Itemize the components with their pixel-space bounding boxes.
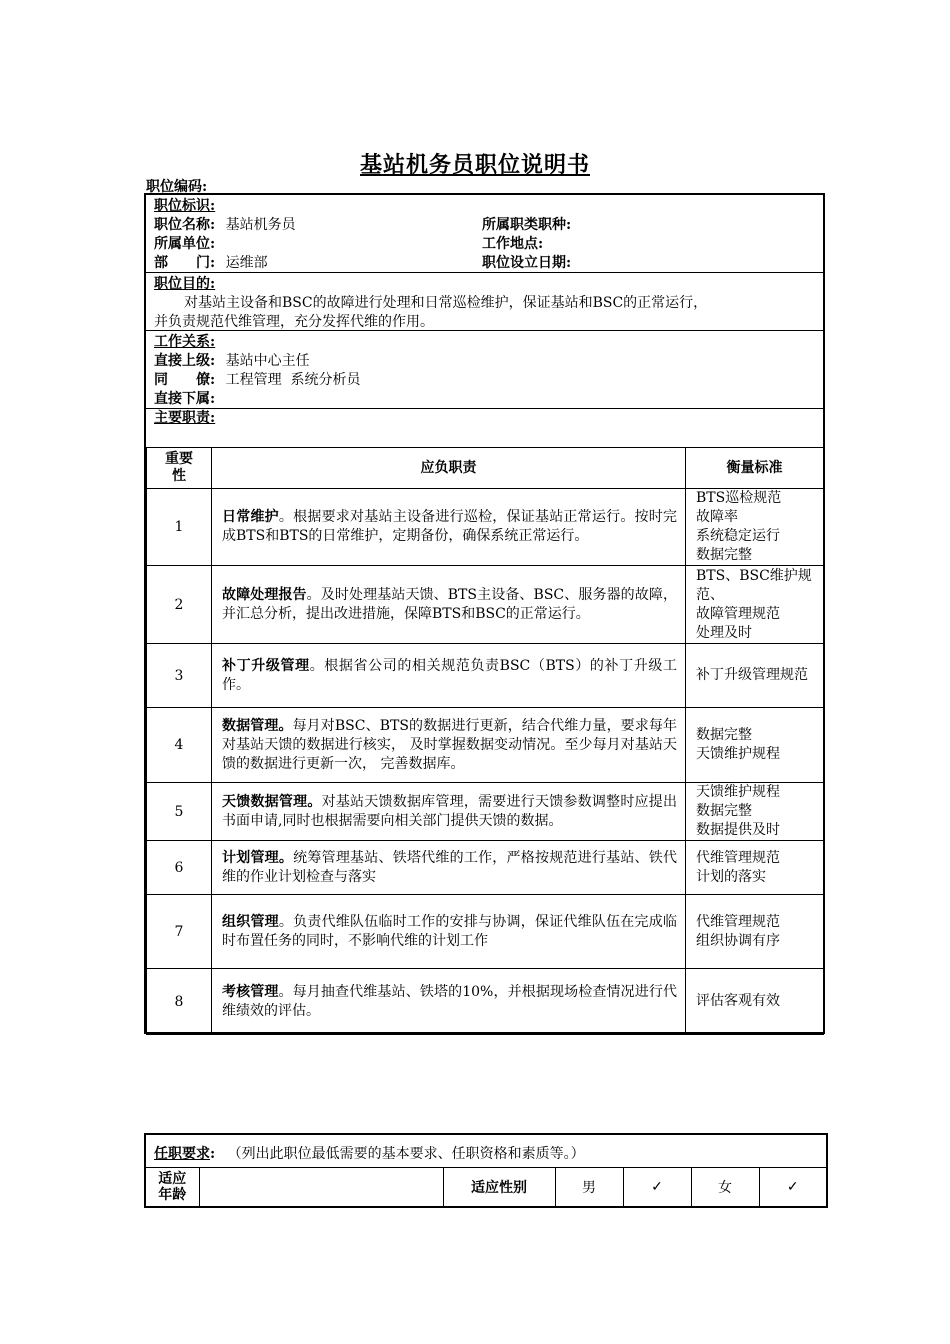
requirements-table <box>146 1168 826 1206</box>
duty-measures <box>686 783 824 841</box>
requirements-label: 任职要求 <box>154 1146 210 1162</box>
duty-text: 。及时处理基站天馈、BTS主设备、BSC、服务器的故障，并汇总分析，提出改进措施，保障BTS和BSC的正常运行。 <box>222 586 678 622</box>
duty-title: 计划管理。 <box>222 849 294 866</box>
relations-section <box>146 331 823 409</box>
measure-item: 代维管理规范 <box>696 913 780 930</box>
measure-item: 处理及时 <box>696 624 752 641</box>
dept-value: 运维部 <box>225 255 268 271</box>
duty-measures <box>686 644 824 708</box>
duty-importance: 8 <box>147 969 212 1035</box>
measure-item: 天馈维护规程 <box>696 746 780 762</box>
duty-row <box>147 489 824 566</box>
category-label: 所属职类职种: <box>482 217 572 233</box>
superior-label: 直接上级: <box>154 353 216 369</box>
duty-importance: 6 <box>147 841 212 895</box>
duty-importance: 4 <box>147 708 212 783</box>
duty-description <box>212 783 686 841</box>
position-name-value: 基站机务员 <box>225 217 296 233</box>
measure-item: 数据完整 <box>696 803 752 819</box>
duty-text: 统筹管理基站、铁塔代维的工作，严格按规范进行基站、铁代维的作业计划检查与落实 <box>222 849 678 885</box>
position-name-row <box>154 216 296 235</box>
position-name-label: 职位名称: <box>154 217 216 233</box>
duty-measures <box>686 895 824 969</box>
unit-label: 所属单位: <box>154 236 216 252</box>
measure-header: 衡量标准 <box>686 448 824 489</box>
measure-item: 天馈维护规程 <box>696 784 780 800</box>
duty-importance: 2 <box>147 566 212 644</box>
measure-item: BTS巡检规范 <box>696 490 782 506</box>
requirements-row <box>146 1168 826 1206</box>
age-value <box>199 1168 443 1206</box>
duty-description <box>212 969 686 1035</box>
duty-row <box>147 566 824 644</box>
duty-text: 。负责代维队伍临时工作的安排与协调，保证代维队伍在完成临时布置任务的同时，不影响代维的计划工作 <box>222 913 678 949</box>
requirements-note: （列出此职位最低需要的基本要求、任职资格和素质等。） <box>227 1146 585 1162</box>
purpose-text-line2: 并负责规范代维管理，充分发挥代维的作用。 <box>154 314 434 330</box>
duty-description <box>212 895 686 969</box>
duty-importance: 3 <box>147 644 212 708</box>
duty-measures <box>686 841 824 895</box>
superior-row <box>154 352 310 371</box>
duties-header-row <box>147 448 824 489</box>
measure-item: 补丁升级管理规范 <box>696 667 808 683</box>
duty-title: 组织管理 <box>222 913 279 930</box>
requirements-header <box>146 1135 826 1168</box>
gender-female: 女 <box>691 1168 759 1206</box>
duty-text: 。根据省公司的相关规范负责BSC（BTS）的补丁升级工作。 <box>222 657 677 693</box>
relations-section-label: 工作关系: <box>154 334 216 350</box>
measure-item: 故障率 <box>696 509 738 525</box>
peer-row <box>154 371 361 390</box>
superior-value: 基站中心主任 <box>225 353 310 369</box>
duty-description <box>212 644 686 708</box>
position-code-label: 职位编码: <box>146 179 208 195</box>
measure-item: BTS、BSC维护规范、 <box>696 567 812 603</box>
purpose-section <box>146 273 823 331</box>
duty-row <box>147 783 824 841</box>
purpose-text-line1: 对基站主设备和BSC的故障进行处理和日常巡检维护，保证基站和BSC的正常运行， <box>184 295 708 311</box>
measure-item: 组织协调有序 <box>696 932 780 949</box>
duties-section-label: 主要职责: <box>154 410 216 426</box>
duty-text: 。根据要求对基站主设备进行巡检，保证基站正常运行。按时完成BTS和BTS的日常维护，定期备份，确保系统正常运行。 <box>222 509 678 544</box>
duty-title: 日常维护 <box>222 509 279 525</box>
requirements-colon: : <box>210 1146 216 1162</box>
duty-importance: 1 <box>147 489 212 566</box>
duty-title: 天馈数据管理。 <box>222 793 322 810</box>
importance-header: 重要性 <box>147 448 212 489</box>
unit-row <box>154 235 215 254</box>
purpose-section-label: 职位目的: <box>154 276 216 292</box>
identity-section <box>146 195 823 273</box>
duty-title: 数据管理。 <box>222 717 293 734</box>
duty-header: 应负职责 <box>212 448 686 489</box>
duty-importance: 7 <box>147 895 212 969</box>
duty-measures <box>686 566 824 644</box>
subordinate-label: 直接下属: <box>154 391 216 407</box>
measure-item: 系统稳定运行 <box>696 528 780 544</box>
age-label: 适应年龄 <box>146 1168 199 1206</box>
measure-item: 评估客观有效 <box>696 993 780 1009</box>
female-check-icon: ✓ <box>759 1168 826 1206</box>
duty-importance: 5 <box>147 783 212 841</box>
dept-row <box>154 254 268 273</box>
duty-row <box>147 644 824 708</box>
duty-row <box>147 969 824 1035</box>
duty-row <box>147 895 824 969</box>
measure-item: 代维管理规范 <box>696 849 780 866</box>
measure-item: 故障管理规范 <box>696 605 780 622</box>
page-title: 基站机务员职位说明书 <box>359 152 590 178</box>
measure-item: 数据完整 <box>696 547 752 563</box>
duty-title: 补丁升级管理 <box>222 657 310 674</box>
duty-title: 考核管理 <box>222 983 279 1000</box>
established-date-label: 职位设立日期: <box>482 255 572 271</box>
measure-item: 数据完整 <box>696 727 752 743</box>
duty-title: 故障处理报告 <box>222 586 307 603</box>
duty-measures <box>686 969 824 1035</box>
job-description-box <box>144 193 825 1034</box>
duties-section <box>146 409 823 447</box>
duty-row <box>147 841 824 895</box>
duty-description <box>212 489 686 566</box>
dept-label: 部 门: <box>154 255 216 271</box>
duties-table <box>146 447 824 1035</box>
peer-label: 同 僚: <box>154 372 216 388</box>
male-check-icon: ✓ <box>623 1168 691 1206</box>
duty-row <box>147 708 824 783</box>
requirements-box <box>144 1133 828 1208</box>
measure-item: 数据提供及时 <box>696 822 780 838</box>
duty-measures <box>686 489 824 566</box>
duty-text: 每月对BSC、BTS的数据进行更新，结合代维力量，要求每年对基站天馈的数据进行核实， 及时掌握数据变动情况。至少每月对基站天馈的数据进行更新一次， 完善数据库。 <box>222 717 678 772</box>
duty-text: 对基站天馈数据库管理，需要进行天馈参数调整时应提出书面申请,同时也根据需要向相关部门提供天馈的数据。 <box>222 793 678 829</box>
measure-item: 计划的落实 <box>696 868 766 885</box>
duty-description <box>212 566 686 644</box>
duty-measures <box>686 708 824 783</box>
duty-text: 。每月抽查代维基站、铁塔的10%，并根据现场检查情况进行代维绩效的评估。 <box>222 983 678 1019</box>
peer-value: 工程管理 系统分析员 <box>225 372 361 388</box>
duty-description <box>212 841 686 895</box>
gender-label: 适应性别 <box>443 1168 555 1206</box>
gender-male: 男 <box>555 1168 623 1206</box>
identity-section-label: 职位标识: <box>154 198 216 214</box>
location-label: 工作地点: <box>482 236 544 252</box>
duty-description <box>212 708 686 783</box>
